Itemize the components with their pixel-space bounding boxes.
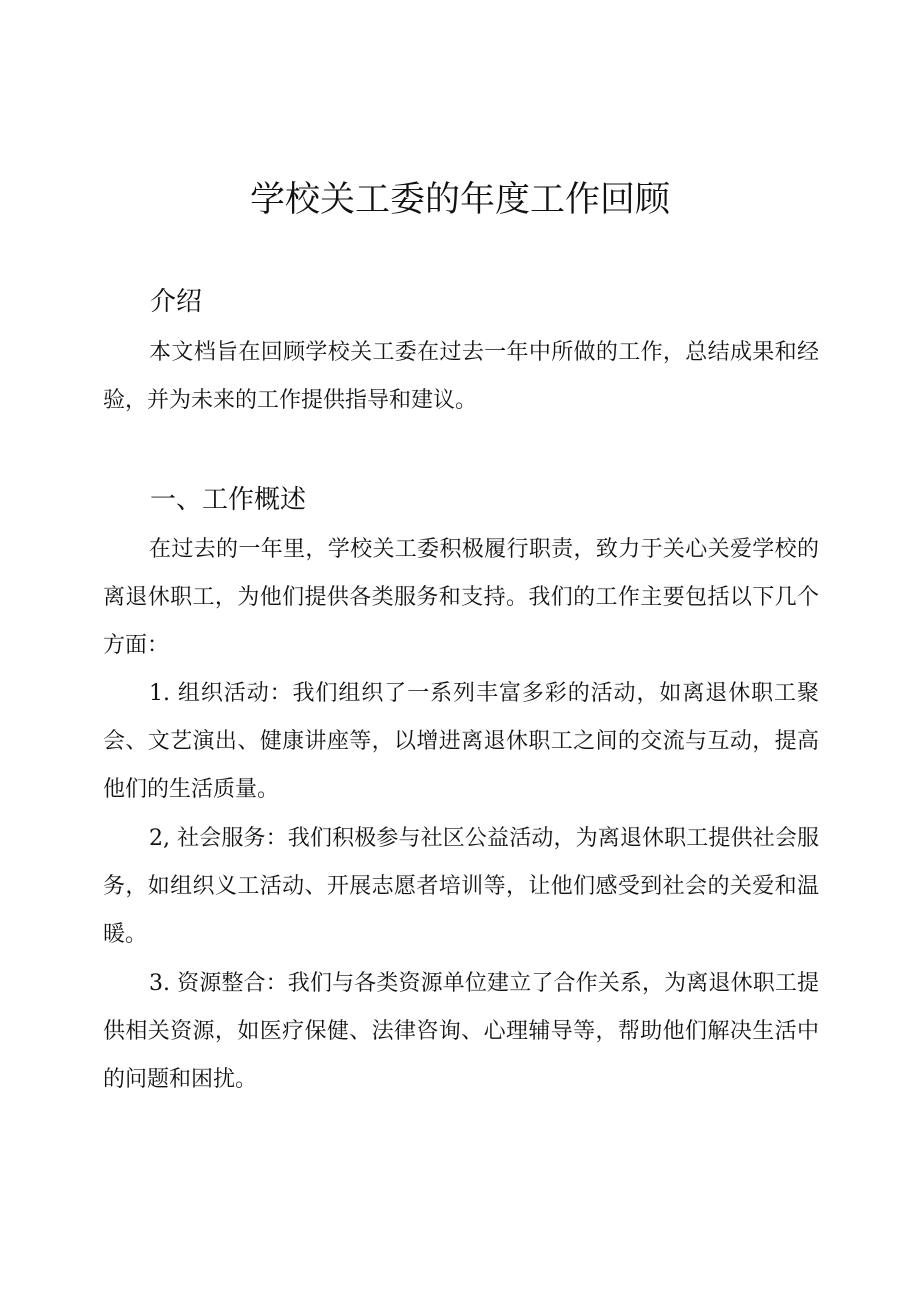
intro-paragraph: 本文档旨在回顾学校关工委在过去一年中所做的工作，总结成果和经验，并为未来的工作提供指导和建议。 — [103, 340, 819, 413]
overview-item-social-service: 2, 社会服务：我们积极参与社区公益活动，为离退休职工提供社会服务，如组织义工活动、开展志愿者培训等，让他们感受到社会的关爱和温暖。 — [103, 826, 819, 947]
overview-paragraph: 在过去的一年里，学校关工委积极履行职责，致力于关心关爱学校的离退休职工，为他们提供各类服务和支持。我们的工作主要包括以下几个方面： — [103, 537, 819, 658]
document-title: 学校关工委的年度工作回顾 — [249, 180, 670, 220]
section-heading-intro: 介绍 — [150, 287, 203, 317]
overview-item-activities: 1. 组织活动：我们组织了一系列丰富多彩的活动，如离退休职工聚会、文艺演出、健康讲座等，以增进离退休职工之间的交流与互动，提高他们的生活质量。 — [103, 681, 819, 802]
section-heading-overview: 一、工作概述 — [150, 485, 307, 515]
overview-item-resources: 3. 资源整合：我们与各类资源单位建立了合作关系，为离退休职工提供相关资源，如医疗保健、法律咨询、心理辅导等，帮助他们解决生活中的问题和困扰。 — [103, 971, 819, 1092]
